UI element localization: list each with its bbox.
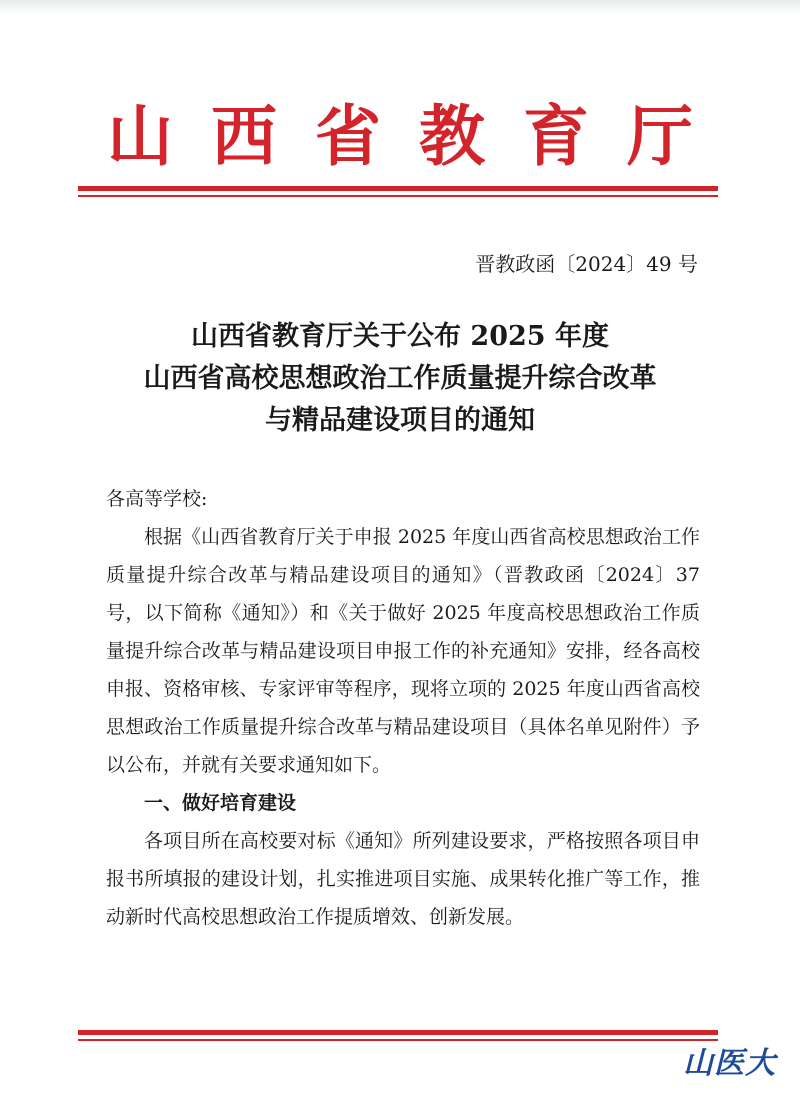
- footer-red-rule: [78, 1030, 718, 1041]
- title-line: 山西省教育厅关于公布 2025 年度: [191, 321, 609, 352]
- watermark-logo: 山医大: [683, 1046, 776, 1081]
- masthead-red-rule: [78, 186, 718, 197]
- title-line: 与精品建设项目的通知: [265, 405, 535, 436]
- scan-top-edge: [0, 0, 800, 14]
- document-number: 晋教政函〔2024〕49 号: [475, 252, 698, 276]
- document-body: [106, 480, 700, 936]
- title-line: 山西省高校思想政治工作质量提升综合改革: [143, 363, 657, 394]
- masthead-org-name: 山西省教育厅: [107, 97, 731, 175]
- section-heading: 一、做好培育建设: [144, 792, 297, 814]
- body-paragraph: 各项目所在高校要对标《通知》所列建设要求，严格按照各项目申报书所填报的建设计划，扎实推进项目实施、成果转化推广等工作，推动新时代高校思想政治工作提质增效、创新发展。: [106, 830, 700, 928]
- body-paragraph: 根据《山西省教育厅关于申报 2025 年度山西省高校思想政治工作质量提升综合改革与精品建设项目的通知》（晋教政函〔2024〕37 号，以下简称《通知》）和《关于做好 2025 年度高校思想政治工作质量提升综合改革与精品建设项目申报工作的补充通知》安排，经各高校申报、资格审核、专家评审等程序，现将立项的 2025 年度山西省高校思想政治工作质量提升综合改革与精品建设项目（具体名单见附件）予以公布，并就有关要求通知如下。: [106, 526, 700, 776]
- document-title: [0, 316, 800, 442]
- salutation: 各高等学校:: [106, 488, 208, 510]
